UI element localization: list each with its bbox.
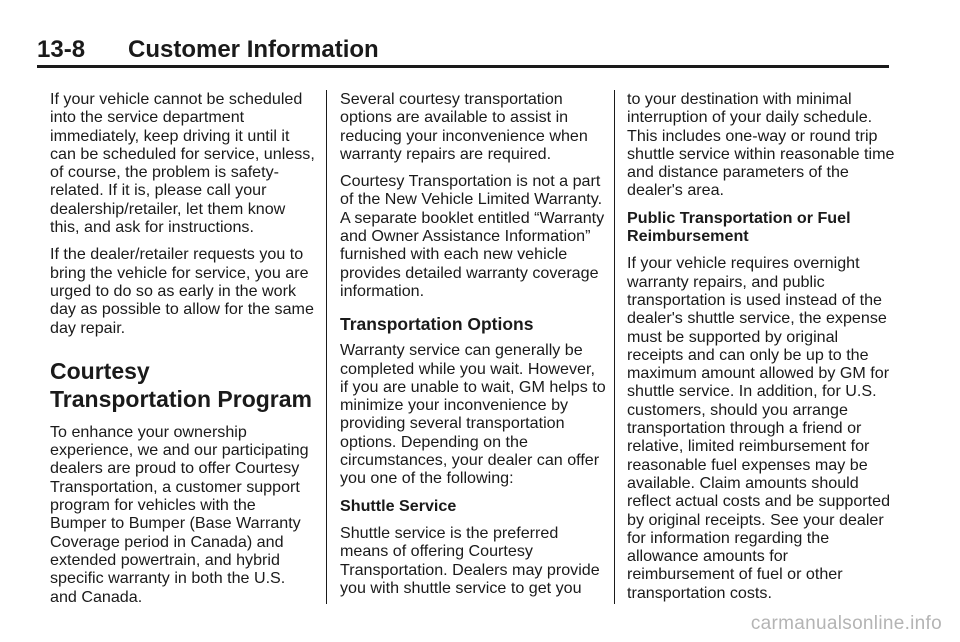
paragraph: Shuttle service is the preferred means of offering Courtesy Transportation. Dealers may provide you with shuttle service to get you [340, 523, 600, 597]
paragraph: to your destination with minimal interruption of your daily schedule. This includes one-way or round trip shuttle service within reasonable time and distance parameters of the dealer's area. [627, 90, 895, 200]
text-column-2 [340, 90, 606, 597]
paragraph: To enhance your ownership experience, we and our participating dealers are proud to offer Courtesy Transportation, a customer support program for vehicles with the Bumper to Bumper (Base Warranty Coverage period in Canada) and extended powertrain, and hybrid specific warranty in both the U.S. and Canada. [50, 422, 309, 606]
page-number: 13-8 [37, 36, 86, 63]
watermark: carmanualsonline.info [750, 613, 942, 634]
paragraph: If your vehicle cannot be scheduled into the service department immediately, keep driving it until it can be scheduled for service, unless, of course, the problem is safety-related. If it is, please call your dealership/retailer, let them know this, and ask for instructions. [50, 90, 315, 237]
paragraph: Warranty service can generally be completed while you wait. However, if you are unable to wait, GM helps to minimize your inconvenience by providing several transportation options. Depending on the circumstances, your dealer can offer you one of the following: [340, 341, 606, 488]
paragraph: If your vehicle requires overnight warranty repairs, and public transportation is used instead of the dealer's shuttle service, the expense must be supported by original receipts and can only be up to the maximum amount allowed by GM for shuttle service. In addition, for U.S. customers, should you arrange transportation through a friend or relative, limited reimbursement for reasonable fuel expenses may be available. Claim amounts should reflect actual costs and be supported by original receipts. See your dealer for information regarding the allowance amounts for reimbursement of fuel or other transportation costs. [627, 254, 891, 602]
paragraph: If the dealer/retailer requests you to bring the vehicle for service, you are urged to do so as early in the work day as possible to allow for the same day repair. [50, 245, 314, 337]
subheading: Public Transportation or Fuel Reimbursement [627, 208, 851, 246]
paragraph: Courtesy Transportation is not a part of the New Vehicle Limited Warranty. A separate booklet entitled “Warranty and Owner Assistance Information” furnished with each new vehicle provides detailed warranty coverage information. [340, 172, 605, 300]
column-divider [614, 90, 615, 604]
column-divider [326, 90, 327, 604]
page-header [37, 36, 889, 68]
text-column-3 [627, 90, 895, 602]
text-column-1 [50, 90, 316, 606]
section-heading: Transportation Options [340, 314, 534, 335]
subheading: Shuttle Service [340, 496, 457, 515]
section-title: Customer Information [128, 36, 379, 63]
paragraph: Several courtesy transportation options are available to assist in reducing your inconvenience when warranty repairs are required. [340, 90, 588, 163]
section-heading: Courtesy Transportation Program [50, 357, 312, 412]
